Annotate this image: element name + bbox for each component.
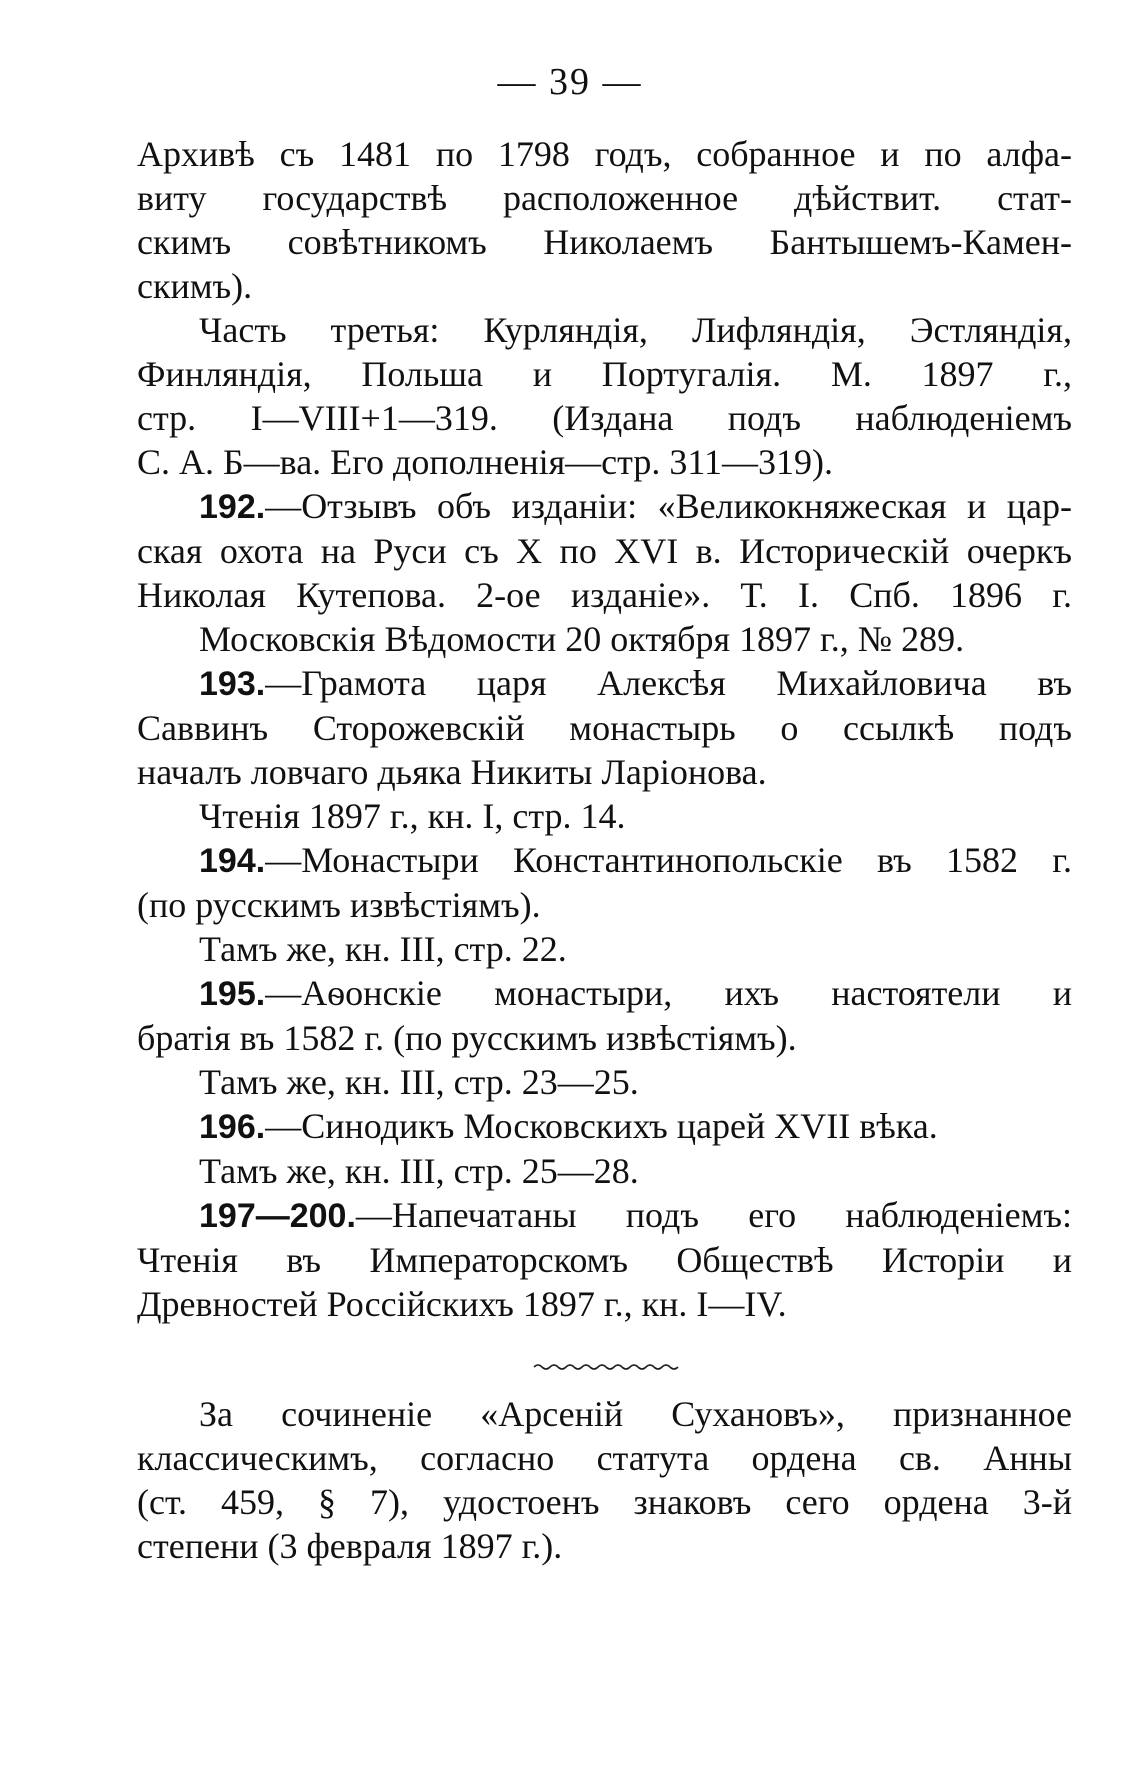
text-line: Финляндія, Польша и Португалія. М. 1897 г., — [137, 354, 1072, 394]
entry-number: 193. — [199, 665, 266, 703]
entry-number: 195. — [199, 975, 266, 1013]
entry-text: —Напечатаны подъ его наблюденіемъ: — [355, 1195, 1072, 1235]
entry-text: —Отзывъ объ изданіи: «Великокняжеская и цар- — [265, 486, 1072, 526]
text-line: братія въ 1582 г. (по русскимъ извѣстіямъ). — [137, 1018, 797, 1058]
main-text — [137, 132, 1072, 1326]
entry-number: 196. — [199, 1108, 266, 1146]
entry-196-line — [137, 1104, 1072, 1149]
wavy-separator — [532, 1360, 682, 1374]
text-line: Саввинъ Сторожевскій монастырь о ссылкѣ подъ — [137, 708, 1072, 748]
entry-text: —Грамота царя Алексѣя Михайловича въ — [265, 663, 1072, 703]
text-line: (ст. 459, § 7), удостоенъ знаковъ сего ордена 3-й — [137, 1482, 1072, 1522]
text-line: Древностей Россійскихъ 1897 г., кн. I—IV. — [137, 1284, 787, 1324]
text-line: степени (3 февраля 1897 г.). — [137, 1526, 563, 1566]
page-number: — 39 — — [497, 61, 643, 103]
entry-number: 194. — [199, 842, 266, 880]
text-line: классическимъ, согласно статута ордена св. Анны — [137, 1438, 1072, 1478]
text-line: Архивѣ съ 1481 по 1798 годъ, собранное и по алфа- — [137, 134, 1072, 174]
text-line: Чтенія въ Императорскомъ Обществѣ Исторіи и — [137, 1240, 1072, 1280]
text-line: С. А. Б—ва. Его дополненія—стр. 311—319). — [137, 442, 833, 482]
text-line: скимъ). — [137, 266, 253, 306]
entry-text: —Монастыри Константинопольскіе въ 1582 г. — [265, 840, 1072, 880]
closing-text — [137, 1392, 1072, 1568]
text-line: виту государствѣ расположенное дѣйствит. стат- — [137, 178, 1072, 218]
entry-192-line — [137, 484, 1072, 529]
text-line: (по русскимъ извѣстіямъ). — [137, 885, 541, 925]
text-line: скимъ совѣтникомъ Николаемъ Бантышемъ-Камен- — [137, 222, 1072, 262]
text-line: стр. I—VIII+1—319. (Издана подъ наблюденіемъ — [137, 398, 1072, 438]
entry-194-line — [137, 838, 1072, 883]
text-line: Николая Кутепова. 2-ое изданіе». Т. I. Спб. 1896 г. — [137, 575, 1072, 615]
entry-reference: Тамъ же, кн. III, стр. 25—28. — [199, 1151, 639, 1191]
entry-text: —Аѳонскіе монастыри, ихъ настоятели и — [265, 973, 1072, 1013]
text-line: За сочиненіе «Арсеній Сухановъ», признанное — [199, 1394, 1072, 1434]
text-line: Часть третья: Курляндія, Лифляндія, Эстляндія, — [199, 310, 1072, 350]
entry-number: 192. — [199, 488, 266, 526]
entry-reference: Тамъ же, кн. III, стр. 22. — [199, 929, 567, 969]
entry-197-200-line — [137, 1193, 1072, 1238]
text-line: ская охота на Руси съ X по XVI в. Историческій очеркъ — [137, 531, 1072, 571]
entry-number: 197—200. — [199, 1197, 356, 1235]
entry-193-line — [137, 661, 1072, 706]
entry-reference: Чтенія 1897 г., кн. I, стр. 14. — [199, 796, 626, 836]
entry-text: —Синодикъ Московскихъ царей XVII вѣка. — [265, 1106, 938, 1146]
entry-195-line — [137, 971, 1072, 1016]
text-line: началъ ловчаго дьяка Никиты Ларіонова. — [137, 752, 767, 792]
entry-reference: Тамъ же, кн. III, стр. 23—25. — [199, 1062, 639, 1102]
entry-reference: Московскія Вѣдомости 20 октября 1897 г., № 289. — [199, 619, 965, 659]
